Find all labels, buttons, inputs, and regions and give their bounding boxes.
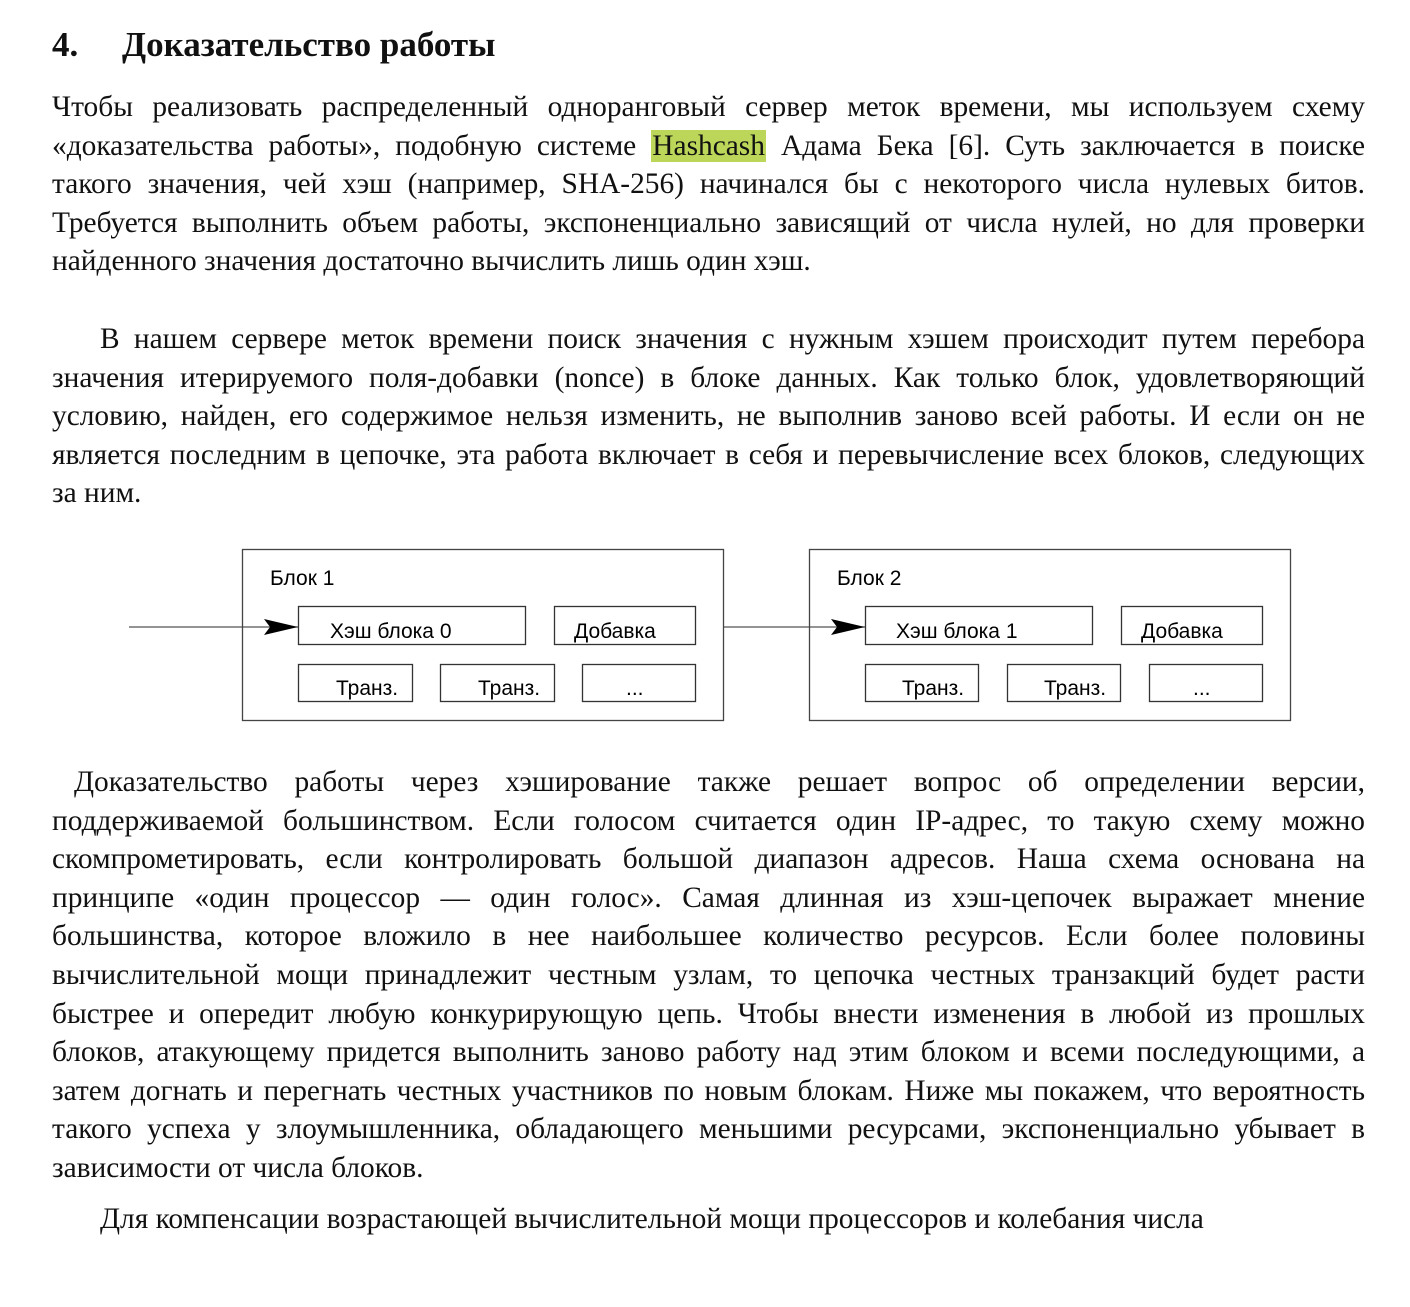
section-number: 4.	[52, 25, 79, 64]
block-2-tx-label-2: Транз.	[1044, 677, 1107, 700]
block-1-tx-label-2: Транз.	[478, 677, 541, 700]
block-1	[243, 550, 724, 721]
block-2-tx-label-1: Транз.	[902, 677, 965, 700]
block-2-nonce-label: Добавка	[1141, 620, 1223, 643]
paragraph-4: Для компенсации возрастающей вычислительной мощи процессоров и колебания числа	[100, 1203, 1204, 1235]
paragraph-2: В нашем сервере меток времени поиск значения с нужным хэшем происходит путем перебора значения итерируемого поля-добавки (nonce) в блоке данных. Как только блок, удовлетворяющий условию, найден, его содержимое нельзя изменить, не выполнив заново всей работы. И если он не является последним в цепочке, эта работа включает в себя и перевычисление всех блоков, следующих за ним.	[52, 323, 1365, 510]
block-1-nonce-label: Добавка	[574, 620, 656, 643]
block-1-tx-label-1: Транз.	[336, 677, 399, 700]
section-title: Доказательство работы	[122, 25, 496, 64]
highlighted-term-hashcash[interactable]: Hashcash	[652, 129, 765, 162]
block-2-hash-label: Хэш блока 1	[896, 620, 1018, 643]
paragraph-1-text-end: Адама Бека [6]. Суть заключается в поиске такого значения, чей хэш (например, SHA-256) начинался бы с некоторого числа нулевых битов. Требуется выполнить объем работы, экспоненциально зависящий от числа нулей, но для проверки найденного значения достаточно вычислить лишь один хэш.	[52, 129, 1365, 278]
block-1-hash-label: Хэш блока 0	[330, 620, 452, 643]
block-2-label: Блок 2	[837, 567, 902, 590]
block-1-tx-label-more: ...	[626, 677, 644, 700]
paragraph-1-text-start: Чтобы реализовать распределенный одноранговый сервер меток времени, мы используем схему «доказательства работы», подобную системе	[52, 91, 1365, 162]
paragraph-3: Доказательство работы через хэширование также решает вопрос об определении версии, поддерживаемой большинством. Если голосом считается один IP-адрес, то такую схему можно скомпрометировать, если контролировать большой диапазон адресов. Наша схема основана на принципе «один процессор — один голос». Самая длинная из хэш-цепочек выражает мнение большинства, которое вложило в нее наибольшее количество ресурсов. Если более половины вычислительной мощи принадлежит честным узлам, то цепочка честных транзакций будет расти быстрее и опередит любую конкурирующую цепь. Чтобы внести изменения в любой из прошлых блоков, атакующему придется выполнить заново работу над этим блоком и всеми последующими, а затем догнать и перегнать честных участников по новым блокам. Ниже мы покажем, что вероятность такого успеха у злоумышленника, обладающего меньшими ресурсами, экспоненциально убывает в зависимости от числа блоков.	[52, 766, 1365, 1184]
block-2-tx-label-more: ...	[1193, 677, 1211, 700]
block-1-label: Блок 1	[270, 567, 335, 590]
block-2	[810, 550, 1291, 721]
